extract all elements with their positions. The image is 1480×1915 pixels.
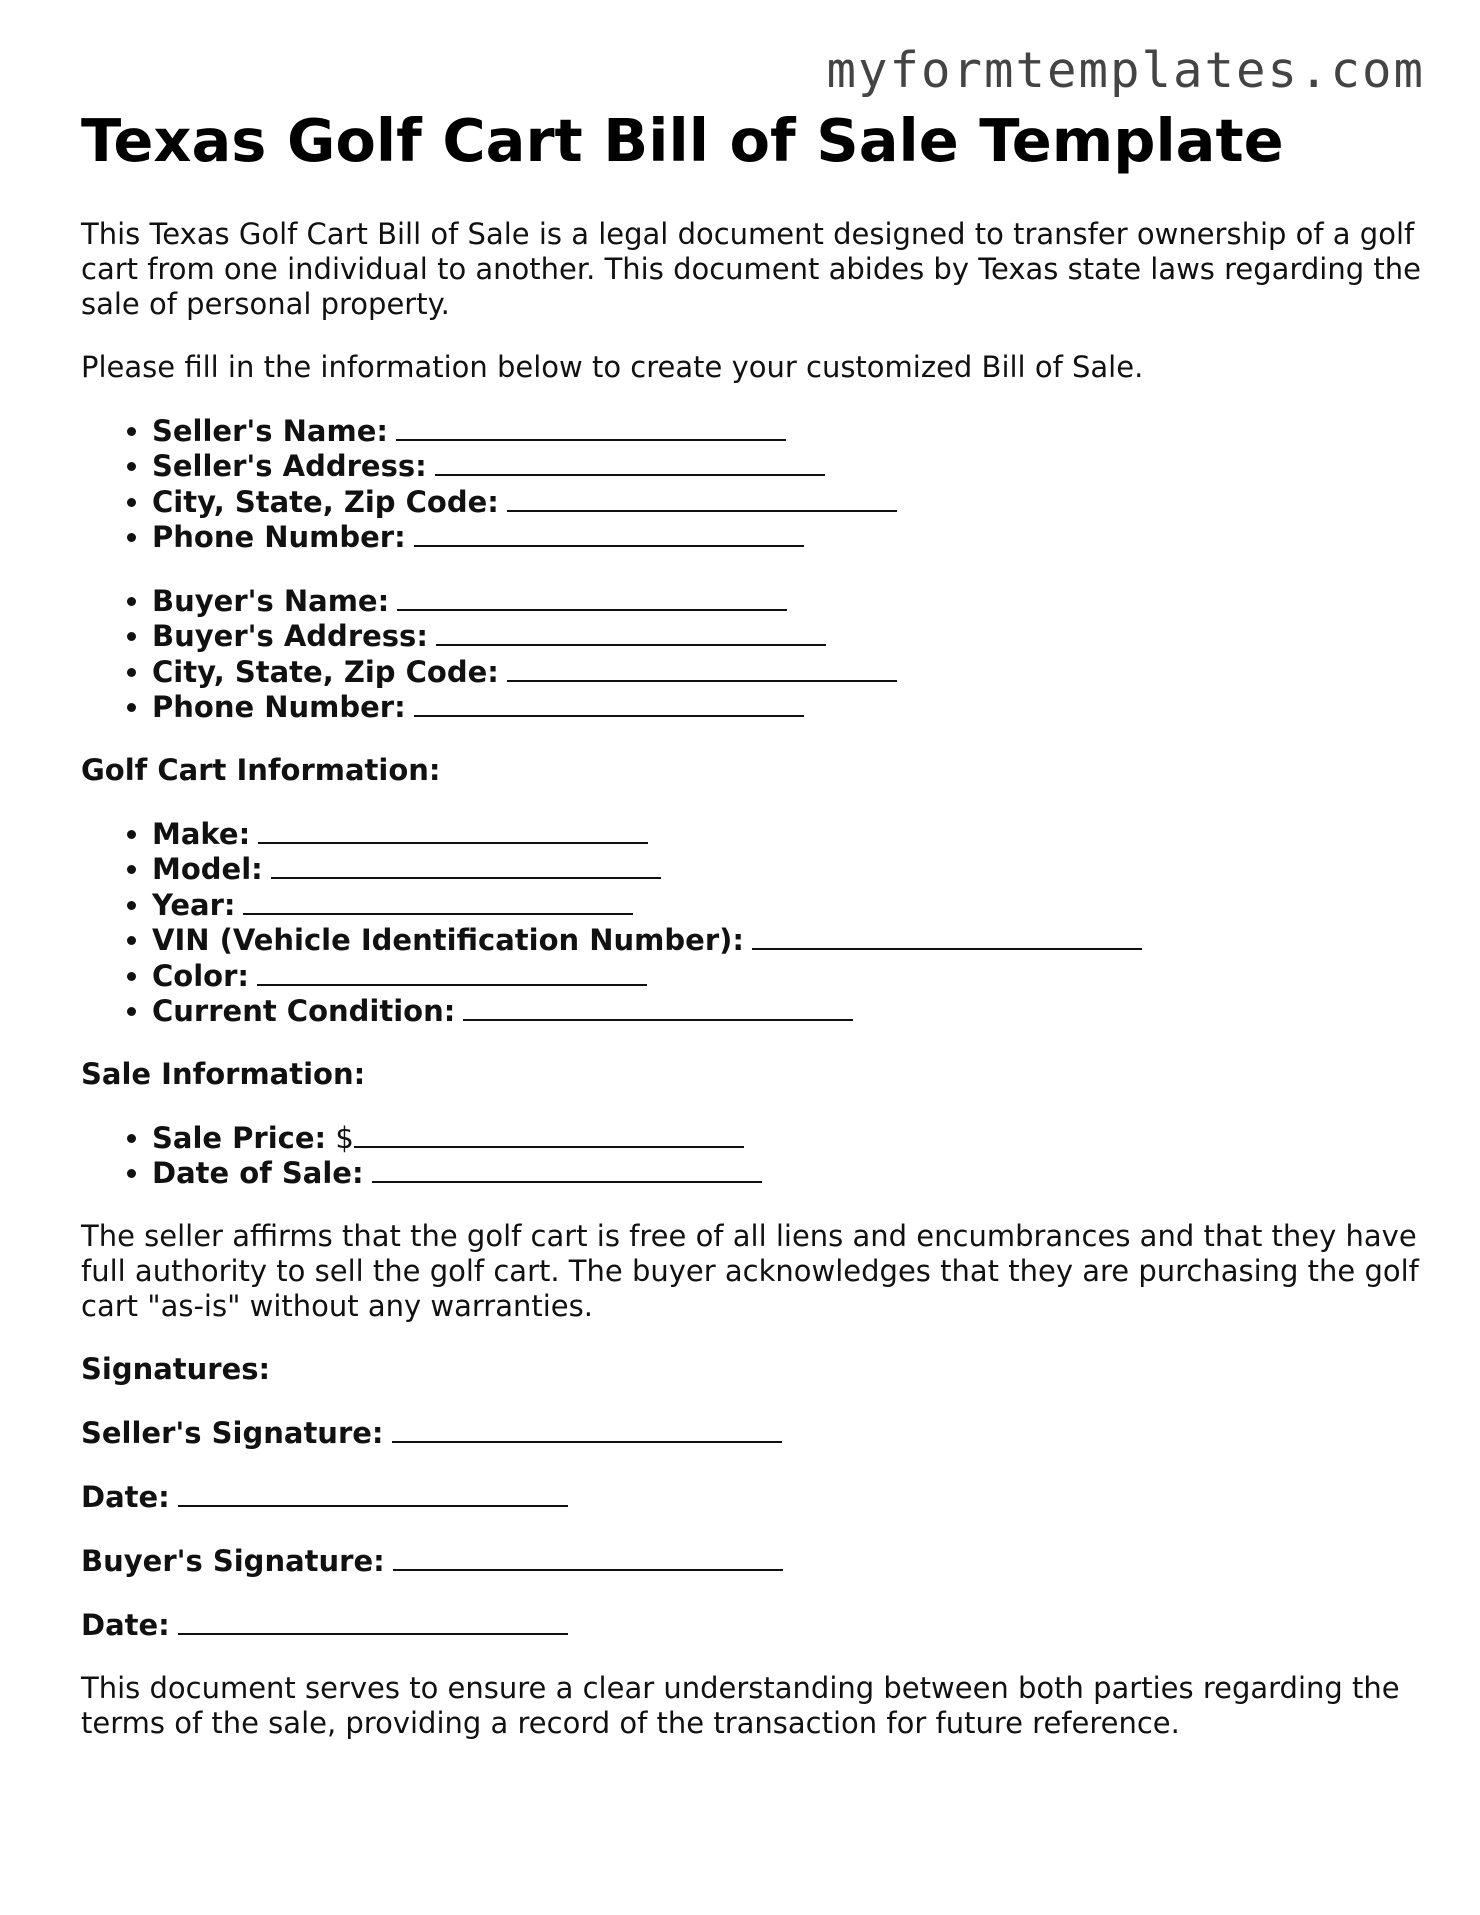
- blank-line[interactable]: [354, 1120, 744, 1148]
- blank-line[interactable]: [392, 1415, 782, 1443]
- blank-line[interactable]: [752, 922, 1142, 950]
- buyer-name-field: [152, 583, 1421, 619]
- field-label: Color:: [152, 958, 249, 993]
- field-label: Phone Number:: [152, 690, 406, 725]
- field-label: Year:: [152, 887, 236, 922]
- blank-line[interactable]: [257, 958, 647, 986]
- field-label: City, State, Zip Code:: [152, 654, 499, 689]
- field-label: City, State, Zip Code:: [152, 484, 499, 519]
- field-label: Date:: [81, 1479, 170, 1514]
- seller-signature-row: [81, 1415, 1421, 1451]
- field-label: Current Condition:: [152, 994, 456, 1029]
- buyer-fields-list: [81, 583, 1421, 725]
- seller-phone-field: [152, 519, 1421, 555]
- model-field: [152, 851, 1421, 887]
- color-field: [152, 958, 1421, 994]
- golf-cart-heading: Golf Cart Information:: [81, 752, 441, 787]
- sale-date-field: [152, 1155, 1421, 1191]
- blank-line[interactable]: [436, 618, 826, 646]
- year-field: [152, 887, 1421, 923]
- buyer-city-field: [152, 654, 1421, 690]
- blank-line[interactable]: [178, 1607, 568, 1635]
- affirmation-paragraph: The seller affirms that the golf cart is free of all liens and encumbrances and that they have full authority to sell the golf cart. The buyer acknowledges that they are purchasing the golf cart "as-is" without any warranties.: [81, 1218, 1419, 1323]
- seller-date-row: [81, 1479, 1421, 1515]
- condition-field: [152, 993, 1421, 1029]
- seller-address-field: [152, 448, 1421, 484]
- field-label: Date:: [81, 1607, 170, 1642]
- field-label: Buyer's Name:: [152, 583, 390, 618]
- field-label: Seller's Name:: [152, 413, 388, 448]
- blank-line[interactable]: [178, 1479, 568, 1507]
- document-title: Texas Golf Cart Bill of Sale Template: [81, 106, 1284, 175]
- field-label: Seller's Address:: [152, 449, 427, 484]
- field-label: Make:: [152, 816, 251, 851]
- sale-price-field: [152, 1120, 1421, 1156]
- blank-line[interactable]: [507, 484, 897, 512]
- field-label: VIN (Vehicle Identification Number):: [152, 923, 744, 958]
- blank-line[interactable]: [396, 413, 786, 441]
- make-field: [152, 816, 1421, 852]
- field-label: Sale Price:: [152, 1120, 327, 1155]
- blank-line[interactable]: [258, 816, 648, 844]
- field-label: Seller's Signature:: [81, 1415, 384, 1450]
- field-label: Buyer's Address:: [152, 619, 428, 654]
- document-page: [81, 106, 1421, 1769]
- signatures-heading: Signatures:: [81, 1351, 271, 1386]
- blank-line[interactable]: [463, 993, 853, 1021]
- blank-line[interactable]: [507, 654, 897, 682]
- blank-line[interactable]: [414, 519, 804, 547]
- blank-line[interactable]: [435, 448, 825, 476]
- buyer-address-field: [152, 618, 1421, 654]
- golf-cart-fields-list: [81, 816, 1421, 1029]
- blank-line[interactable]: [372, 1155, 762, 1183]
- buyer-date-row: [81, 1607, 1421, 1643]
- blank-line[interactable]: [414, 689, 804, 717]
- sale-fields-list: [81, 1120, 1421, 1191]
- buyer-phone-field: [152, 689, 1421, 725]
- site-watermark: myformtemplates.com: [826, 42, 1425, 99]
- currency-symbol: $: [335, 1120, 354, 1155]
- field-label: Model:: [152, 852, 263, 887]
- blank-line[interactable]: [271, 851, 661, 879]
- seller-fields-list: [81, 413, 1421, 555]
- field-label: Phone Number:: [152, 520, 406, 555]
- field-label: Buyer's Signature:: [81, 1543, 385, 1578]
- intro-paragraph: This Texas Golf Cart Bill of Sale is a legal document designed to transfer ownership of a golf cart from one individual to another. This document abides by Texas state laws regarding the sale of personal property.: [81, 216, 1421, 321]
- field-label: Date of Sale:: [152, 1156, 364, 1191]
- blank-line[interactable]: [397, 583, 787, 611]
- buyer-signature-row: [81, 1543, 1421, 1579]
- seller-city-field: [152, 484, 1421, 520]
- seller-name-field: [152, 413, 1421, 449]
- blank-line[interactable]: [393, 1543, 783, 1571]
- blank-line[interactable]: [243, 887, 633, 915]
- sale-heading: Sale Information:: [81, 1056, 366, 1091]
- instruction-paragraph: Please fill in the information below to create your customized Bill of Sale.: [81, 349, 1144, 384]
- closing-paragraph: This document serves to ensure a clear understanding between both parties regarding the terms of the sale, providing a record of the transaction for future reference.: [81, 1670, 1400, 1740]
- vin-field: [152, 922, 1421, 958]
